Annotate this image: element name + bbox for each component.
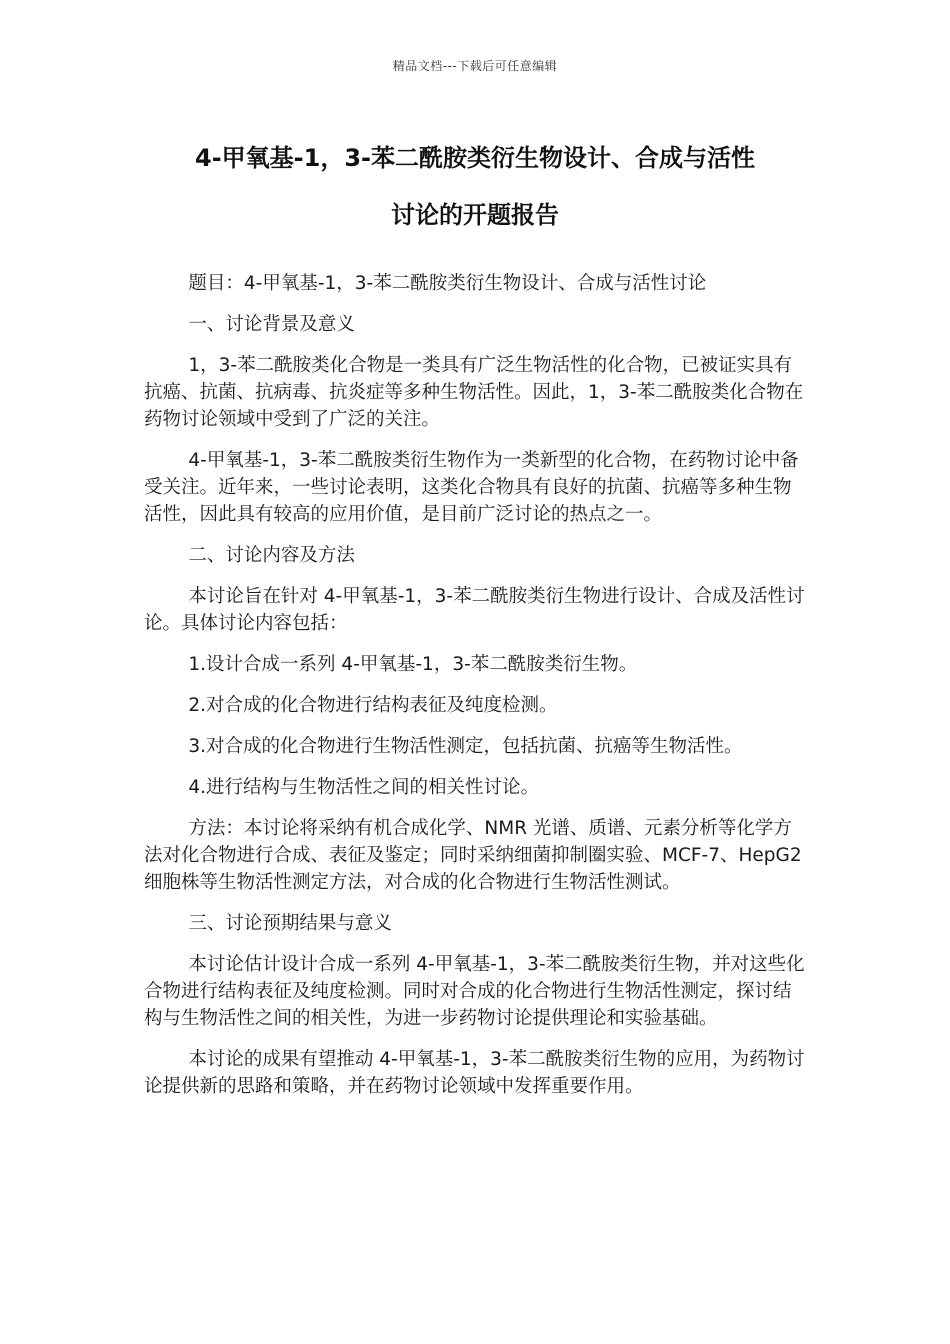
paragraph: 本讨论的成果有望推动 4-甲氧基-1，3-苯二酰胺类衍生物的应用，为药物讨论提供新的思路和策略，并在药物讨论领域中发挥重要作用。 [144, 1049, 805, 1097]
list-item: 4.进行结构与生物活性之间的相关性讨论。 [188, 777, 540, 798]
document-body [144, 270, 806, 1114]
paragraph: 方法：本讨论将采纳有机合成化学、NMR 光谱、质谱、元素分析等化学方法对化合物进行合成、表征及鉴定；同时采纳细菌抑制圈实验、MCF-7、HepG2 细胞株等生物活性测定方法，对合成的化合物进行生物活性测试。 [144, 818, 802, 893]
paragraph: 本讨论估计设计合成一系列 4-甲氧基-1，3-苯二酰胺类衍生物，并对这些化合物进行结构表征及纯度检测。同时对合成的化合物进行生物活性测定，探讨结构与生物活性之间的相关性，为进一步药物讨论提供理论和实验基础。 [144, 954, 805, 1029]
list-item: 3.对合成的化合物进行生物活性测定，包括抗菌、抗癌等生物活性。 [188, 736, 743, 757]
title-line-1: 4-甲氧基-1，3-苯二酰胺类衍生物设计、合成与活性 [195, 144, 755, 172]
paragraph: 1，3-苯二酰胺类化合物是一类具有广泛生物活性的化合物，已被证实具有抗癌、抗菌、抗病毒、抗炎症等多种生物活性。因此，1，3-苯二酰胺类化合物在药物讨论领域中受到了广泛的关注。 [144, 355, 804, 430]
title-line-2: 讨论的开题报告 [391, 201, 559, 229]
section-heading-1: 一、讨论背景及意义 [188, 314, 355, 335]
subject-line: 题目：4-甲氧基-1，3-苯二酰胺类衍生物设计、合成与活性讨论 [188, 273, 707, 294]
document-title [100, 130, 850, 244]
list-item: 1.设计合成一系列 4-甲氧基-1，3-苯二酰胺类衍生物。 [188, 654, 638, 675]
section-heading-3: 三、讨论预期结果与意义 [188, 913, 392, 934]
section-heading-2: 二、讨论内容及方法 [188, 545, 355, 566]
paragraph: 本讨论旨在针对 4-甲氧基-1，3-苯二酰胺类衍生物进行设计、合成及活性讨论。具体讨论内容包括： [144, 586, 805, 634]
list-item: 2.对合成的化合物进行结构表征及纯度检测。 [188, 695, 558, 716]
paragraph: 4-甲氧基-1，3-苯二酰胺类衍生物作为一类新型的化合物，在药物讨论中备受关注。近年来，一些讨论表明，这类化合物具有良好的抗菌、抗癌等多种生物活性，因此具有较高的应用价值，是目前广泛讨论的热点之一。 [144, 450, 799, 525]
header-note: 精品文档---下载后可任意编辑 [392, 59, 558, 73]
